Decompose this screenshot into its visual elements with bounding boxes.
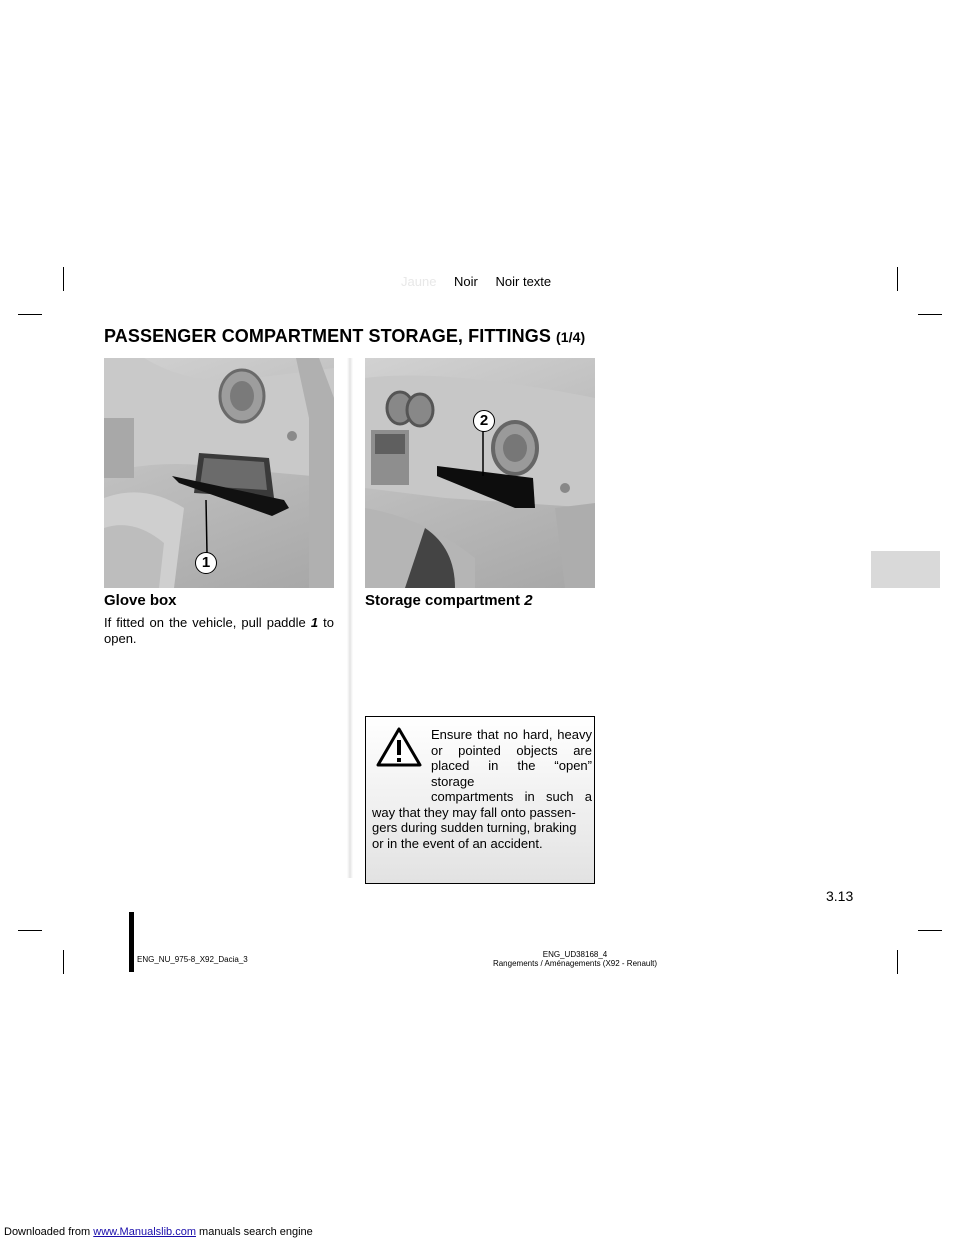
crop-mark (63, 950, 64, 974)
callout-2: 2 (473, 410, 495, 432)
warning-box (365, 716, 595, 884)
section-tab (871, 551, 940, 588)
storage-compartment-illustration (365, 358, 595, 588)
glove-box-text-after: to open. (104, 615, 334, 646)
footer-right (490, 950, 660, 968)
glove-box-drawing (104, 358, 334, 588)
crop-mark (18, 314, 42, 315)
warning-line: or in the event of an accident. (372, 835, 543, 851)
glove-box-ref: 1 (310, 615, 319, 630)
warning-line: placed in the “open” storage (431, 758, 592, 789)
crop-mark (918, 930, 942, 931)
crop-mark (918, 314, 942, 315)
crop-mark (897, 267, 898, 291)
crop-mark (18, 930, 42, 931)
color-label-noir: Noir (454, 274, 478, 289)
footer-right-code: ENG_UD38168_4 (542, 950, 608, 959)
glove-box-heading: Glove box (104, 592, 177, 609)
footer-left-code: ENG_NU_975-8_X92_Dacia_3 (137, 955, 248, 964)
storage-compartment-drawing (365, 358, 595, 588)
footer-bar (129, 912, 134, 972)
page-title-text: PASSENGER COMPARTMENT STORAGE, FITTINGS (104, 326, 551, 346)
crop-mark (63, 267, 64, 291)
storage-heading-text: Storage compartment (365, 592, 525, 609)
download-prefix: Downloaded from (4, 1226, 94, 1238)
download-suffix: manuals search engine (195, 1226, 313, 1238)
storage-ref: 2 (524, 592, 533, 609)
glove-box-illustration (104, 358, 334, 588)
color-label-noir-texte: Noir texte (495, 274, 552, 289)
warning-line: gers during sudden turning, braking (372, 820, 577, 835)
manualslib-link[interactable]: www.Manualslib.com (93, 1226, 196, 1238)
callout-1: 1 (195, 552, 217, 574)
color-labels (401, 274, 565, 289)
page-number: 3.13 (826, 888, 854, 904)
page-title-suffix: (1/4) (556, 329, 586, 345)
footer-right-desc: Rangements / Aménagements (X92 - Renault) (492, 959, 658, 968)
page-title (104, 326, 585, 347)
crop-mark (897, 950, 898, 974)
warning-line: Ensure that no hard, heavy (431, 727, 592, 742)
glove-box-text (104, 615, 334, 647)
color-label-jaune: Jaune (401, 274, 437, 289)
warning-line: or pointed objects are (431, 742, 592, 758)
download-banner (4, 1226, 313, 1238)
storage-heading (365, 592, 533, 609)
column-divider (347, 358, 353, 878)
glove-box-text-before: If fitted on the vehicle, pull paddle (104, 615, 311, 630)
warning-text (366, 727, 592, 851)
warning-line: compartments in such a (431, 789, 592, 804)
warning-line: way that they may fall onto passen- (372, 804, 576, 820)
